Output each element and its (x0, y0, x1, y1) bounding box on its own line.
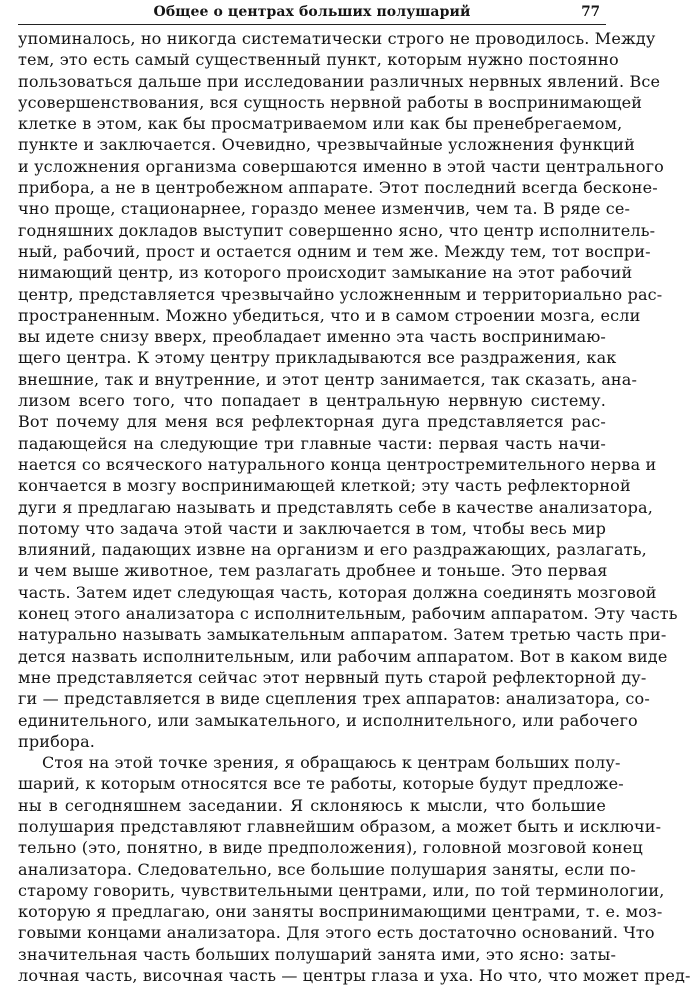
text-line: пользоваться дальше при исследовании различных нервных явлений. Все (18, 71, 661, 91)
text-line: клетке в этом, как бы просматриваемом или как бы пренебрегаемом, (18, 114, 623, 134)
text-line: щего центра. К этому центру прикладываются все раздражения, как (18, 348, 617, 368)
text-line: анализатора. Следовательно, все большие полушария заняты, если по- (18, 859, 636, 879)
text-line: старому говорить, чувствительными центрами, или, по той терминологии, (18, 880, 665, 900)
text-line: ный, рабочий, прост и остается одним и тем же. Между тем, тот воспри- (18, 241, 651, 261)
paragraph (18, 28, 678, 752)
text-line: говыми концами анализатора. Для этого есть достаточно оснований. Что (18, 923, 655, 943)
text-line: упоминалось, но никогда систематически строго не проводилось. Между (18, 29, 656, 48)
page-number: 77 (581, 4, 600, 20)
text-line: полушария представляют главнейшим образом, а может быть и исключи- (18, 816, 662, 836)
text-line: натурально называть замыкательным аппаратом. Затем третью часть при- (18, 625, 667, 645)
text-line: Стоя на этой точке зрения, я обращаюсь к центрам больших полу- (42, 753, 621, 773)
text-line: Вот почему для меня вся рефлекторная дуга представляется рас- (18, 412, 606, 432)
text-line: мне представляется сейчас этот нервный путь старой рефлекторной ду- (18, 667, 647, 687)
text-line: падающейся на следующие три главные части: первая часть начи- (18, 433, 606, 453)
text-line: прибора, а не в центробежном аппарате. Этот последний всегда бесконе- (18, 178, 658, 198)
text-line: пространенным. Можно убедиться, что и в самом строении мозга, если (18, 305, 641, 325)
text-line: усовершенствования, вся сущность нервной работы в воспринимающей (18, 92, 643, 112)
text-line: прибора. (18, 731, 96, 751)
text-line: центр, представляется чрезвычайно усложненным и территориально рас- (18, 284, 663, 304)
text-line: кончается в мозгу воспринимающей клеткой; эту часть рефлекторной (18, 476, 631, 496)
text-line: чно проще, стационарнее, гораздо менее изменчив, чем та. В ряде се- (18, 199, 631, 219)
text-line: лочная часть, височная часть — центры глаза и уха. Но что, что может пред- (18, 966, 691, 986)
text-line: нается со всяческого натурального конца центростремительного нерва и (18, 454, 657, 474)
running-title: Общее о центрах больших полушарий (153, 4, 471, 20)
text-line: конец этого анализатора с исполнительным, рабочим аппаратом. Эту часть (18, 604, 678, 624)
body-text (18, 28, 691, 986)
text-line: часть. Затем идет следующая часть, которая должна соединять мозговой (18, 582, 657, 602)
text-line: шарий, к которым относятся все те работы, которые будут предложе- (18, 774, 624, 794)
text-line: тем, это есть самый существенный пункт, которым нужно постоянно (18, 50, 619, 70)
text-line: потому что задача этой части и заключается в том, чтобы весь мир (18, 518, 606, 538)
text-line: внешние, так и внутренние, и этот центр занимается, так сказать, ана- (18, 369, 638, 389)
text-line: значительная часть больших полушарий занята ими, это ясно: заты- (18, 944, 617, 964)
text-line: дуги я предлагаю называть и представлять себе в качестве анализатора, (18, 497, 653, 517)
text-line: ги — представляется в виде сцепления трех аппаратов: анализатора, со- (18, 689, 650, 709)
text-line: нимающий центр, из которого происходит замыкание на этот рабочий (18, 263, 633, 283)
text-line: годняшних докладов выступит совершенно ясно, что центр исполнитель- (18, 220, 656, 240)
text-line: дется назвать исполнительным, или рабочим аппаратом. Вот в каком виде (18, 646, 668, 666)
text-line: которую я предлагаю, они заняты воспринимающими центрами, т. е. моз- (18, 902, 663, 922)
text-line: вы идете снизу вверх, преобладает именно эта часть воспринимаю- (18, 327, 606, 347)
text-line: и чем выше животное, тем разлагать дробнее и тоньше. Это первая (18, 561, 608, 581)
text-line: лизом всего того, что попадает в центральную нервную систему. (18, 391, 606, 411)
text-line: ны в сегодняшнем заседании. Я склоняюсь к мысли, что большие (18, 795, 606, 815)
text-line: и усложнения организма совершаются именно в этой части центрального (18, 156, 664, 176)
text-line: влияний, падающих извне на организм и его раздражающих, разлагать, (18, 540, 647, 560)
text-line: тельно (это, понятно, в виде предположения), головной мозговой конец (18, 838, 643, 858)
text-line: пункте и заключается. Очевидно, чрезвычайные усложнения функций (18, 135, 635, 155)
text-line: единительного, или замыкательного, и исполнительного, или рабочего (18, 710, 638, 730)
running-header (18, 0, 606, 25)
paragraph (18, 752, 691, 986)
